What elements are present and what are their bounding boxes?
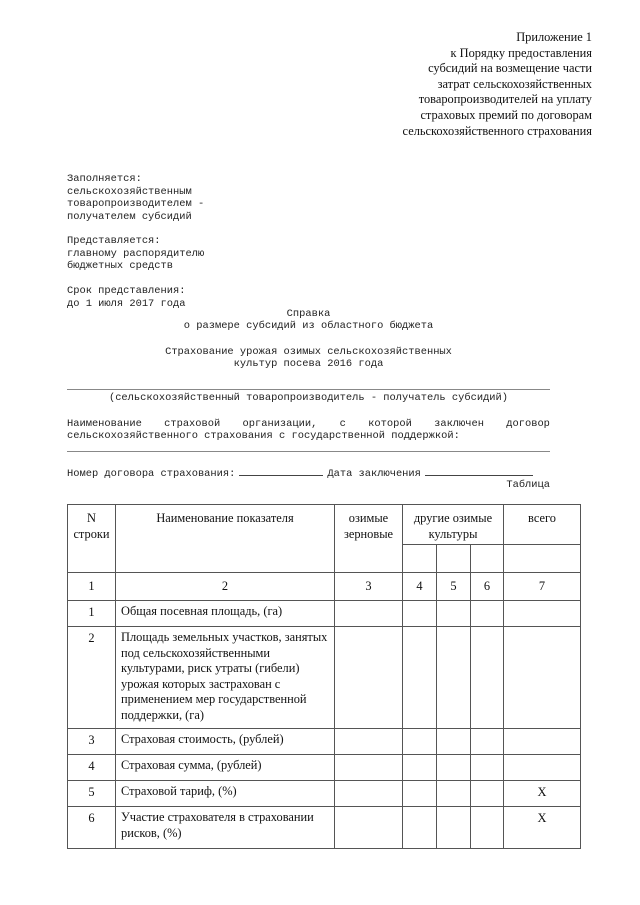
insurer-label-line2: сельскохозяйственного страхования с государственной поддержкой:	[67, 430, 460, 442]
column-number: 3	[335, 573, 403, 601]
insurer-word: которой	[368, 418, 412, 430]
fill-line: Заполняется:	[67, 173, 142, 185]
document-subtitle: о размере субсидий из областного бюджета	[183, 320, 434, 332]
value-cell[interactable]	[403, 807, 437, 849]
insurer-name-field[interactable]	[67, 451, 550, 452]
subsidy-table	[67, 504, 581, 849]
contract-number-label: Номер договора страхования:	[67, 468, 236, 480]
row-number: 6	[68, 807, 116, 849]
table-row	[68, 781, 581, 807]
subheader-cell[interactable]	[471, 545, 504, 573]
insurer-label	[67, 418, 550, 431]
table-row	[68, 729, 581, 755]
value-cell[interactable]	[403, 601, 437, 627]
indicator-name: Общая посевная площадь, (га)	[116, 601, 335, 627]
column-number: 5	[437, 573, 471, 601]
insurer-word: организации,	[242, 418, 318, 430]
value-cell[interactable]	[403, 729, 437, 755]
appendix-line: Приложение 1	[516, 30, 592, 44]
value-cell[interactable]	[437, 807, 471, 849]
value-cell[interactable]	[437, 755, 471, 781]
column-number: 2	[116, 573, 335, 601]
table-row	[68, 601, 581, 627]
row-number: 3	[68, 729, 116, 755]
insurance-title-line2: культур посева 2016 года	[233, 358, 384, 370]
value-cell[interactable]	[437, 781, 471, 807]
fill-line: товаропроизводителем -	[67, 198, 205, 211]
row-number: 2	[68, 627, 116, 729]
appendix-line: страховых премий по договорам	[420, 107, 592, 122]
insurer-word: страховой	[164, 418, 221, 430]
value-cell[interactable]	[471, 807, 504, 849]
value-cell[interactable]	[335, 781, 403, 807]
indicator-name: Участие страхователя в страховании рисков, (%)	[116, 807, 335, 849]
subheader-cell[interactable]	[403, 545, 437, 573]
total-cell: X	[504, 781, 581, 807]
indicator-name: Страховой тариф, (%)	[116, 781, 335, 807]
insurance-title: Страхование урожая озимых сельскохозяйственных	[165, 346, 452, 358]
header-other-winter: другие озимые культуры	[403, 505, 504, 545]
submit-instructions	[67, 235, 204, 273]
total-cell[interactable]	[504, 729, 581, 755]
value-cell[interactable]	[471, 781, 504, 807]
contract-date-label: Дата заключения	[327, 468, 421, 480]
table-row	[68, 755, 581, 781]
appendix-line: к Порядку предоставления	[450, 45, 592, 60]
header-indicator: Наименование показателя	[116, 505, 335, 573]
value-cell[interactable]	[437, 729, 471, 755]
table-row	[68, 627, 581, 729]
appendix-header	[272, 30, 592, 139]
indicator-name: Страховая стоимость, (рублей)	[116, 729, 335, 755]
appendix-line: товаропроизводителей на уплату	[418, 92, 592, 107]
value-cell[interactable]	[471, 627, 504, 729]
submit-line: бюджетных средств	[67, 260, 174, 273]
appendix-line: затрат сельскохозяйственных	[437, 76, 592, 91]
insurer-word: Наименование	[67, 418, 142, 430]
column-number: 7	[504, 573, 581, 601]
value-cell[interactable]	[403, 627, 437, 729]
fill-line: сельскохозяйственным	[67, 185, 192, 198]
header-row-number: N строки	[68, 505, 116, 573]
column-number: 1	[68, 573, 116, 601]
total-cell[interactable]	[504, 627, 581, 729]
value-cell[interactable]	[403, 781, 437, 807]
submit-line: главному распорядителю	[67, 247, 205, 260]
column-number: 4	[403, 573, 437, 601]
value-cell[interactable]	[471, 601, 504, 627]
value-cell[interactable]	[335, 627, 403, 729]
value-cell[interactable]	[403, 755, 437, 781]
row-number: 5	[68, 781, 116, 807]
value-cell[interactable]	[471, 729, 504, 755]
fill-line: получателем субсидий	[67, 210, 192, 223]
value-cell[interactable]	[437, 627, 471, 729]
value-cell[interactable]	[471, 755, 504, 781]
column-number-row	[68, 573, 581, 601]
table-header-row	[68, 505, 581, 545]
row-number: 4	[68, 755, 116, 781]
value-cell[interactable]	[335, 807, 403, 849]
deadline-line: до 1 июля 2017 года	[67, 297, 186, 310]
value-cell[interactable]	[335, 755, 403, 781]
appendix-line: сельскохозяйственного страхования	[402, 123, 592, 138]
producer-caption: (сельскохозяйственный товаропроизводитель - получатель субсидий)	[108, 392, 509, 404]
contract-line	[67, 466, 537, 481]
indicator-name: Страховая сумма, (рублей)	[116, 755, 335, 781]
value-cell[interactable]	[437, 601, 471, 627]
submit-line: Представляется:	[67, 235, 161, 247]
appendix-line: субсидий на возмещение части	[428, 61, 592, 76]
insurer-word: с	[339, 418, 346, 430]
insurer-word: договор	[506, 418, 550, 430]
contract-number-field[interactable]	[239, 466, 323, 476]
value-cell[interactable]	[335, 601, 403, 627]
insurer-word: заключен	[434, 418, 484, 430]
table-caption: Таблица	[506, 479, 550, 491]
row-number: 1	[68, 601, 116, 627]
total-cell[interactable]	[504, 755, 581, 781]
subheader-cell[interactable]	[504, 545, 581, 573]
subheader-cell[interactable]	[437, 545, 471, 573]
header-total: всего	[504, 505, 581, 545]
total-cell[interactable]	[504, 601, 581, 627]
indicator-name: Площадь земельных участков, занятых под сельскохозяйственными культурами, риск утраты (гибели) урожая которых застрахован с применением мер государственной поддержки, (га)	[116, 627, 335, 729]
column-number: 6	[471, 573, 504, 601]
deadline-line: Срок представления:	[67, 285, 186, 297]
total-cell: X	[504, 807, 581, 849]
header-winter-grain: озимые зерновые	[335, 505, 403, 573]
table-row	[68, 807, 581, 849]
contract-date-field[interactable]	[425, 466, 533, 476]
value-cell[interactable]	[335, 729, 403, 755]
producer-name-field[interactable]	[67, 389, 550, 390]
document-title: Справка	[286, 308, 331, 320]
fill-instructions	[67, 173, 204, 223]
deadline-instructions	[67, 285, 185, 310]
